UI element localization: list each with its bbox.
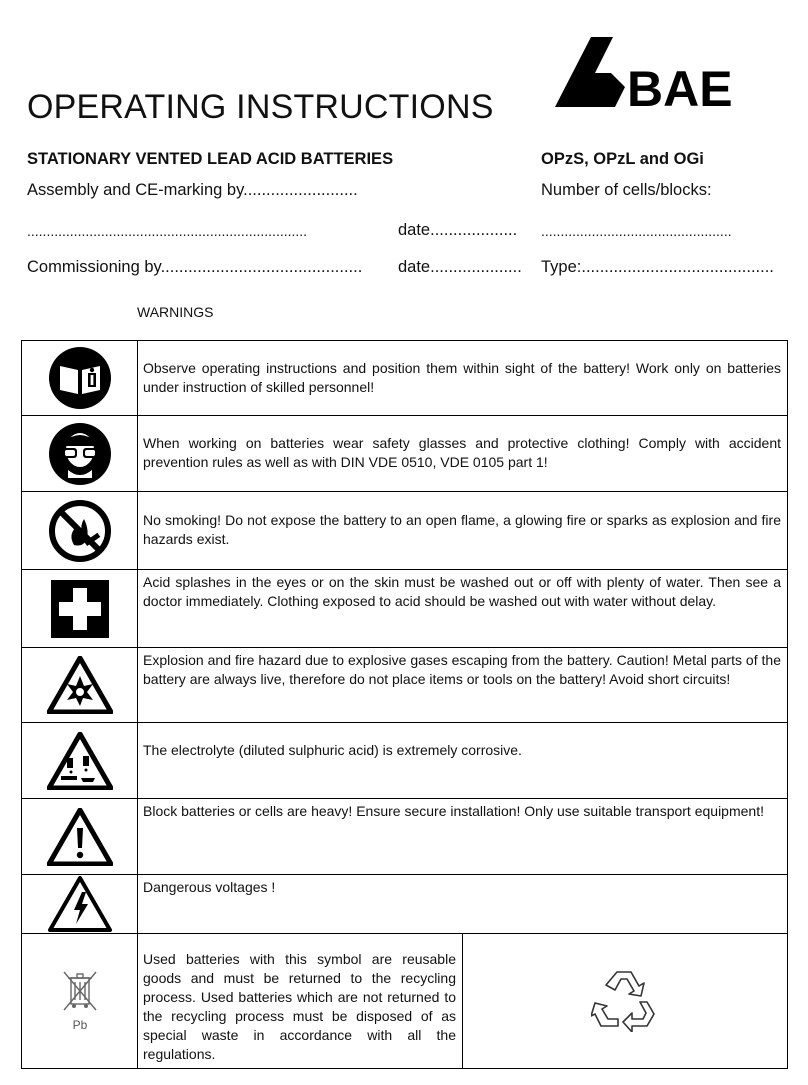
bae-logo bbox=[553, 35, 743, 111]
logo-text: BAE bbox=[627, 61, 733, 111]
first-aid-icon bbox=[22, 570, 138, 648]
read-instructions-icon bbox=[22, 341, 138, 416]
warning-row bbox=[22, 799, 788, 875]
warning-row bbox=[22, 648, 788, 723]
high-voltage-icon bbox=[22, 875, 138, 934]
warning-row bbox=[22, 416, 788, 492]
page-title: OPERATING INSTRUCTIONS bbox=[27, 88, 494, 126]
warning-row bbox=[22, 934, 788, 1069]
warning-text: Observe operating instructions and position them within sight of the battery! Work only on batteries under instruction of skilled personnel! bbox=[138, 341, 788, 416]
no-smoking-icon bbox=[22, 492, 138, 570]
warning-text: Explosion and fire hazard due to explosive gases escaping from the battery. Caution! Metal parts of the battery are always live, therefore do not place items or tools on the battery! Avoid short circuits! bbox=[138, 648, 788, 723]
pb-label: Pb bbox=[72, 1018, 87, 1032]
type-field: Type:.......................................... bbox=[541, 258, 774, 276]
warning-text: The electrolyte (diluted sulphuric acid) is extremely corrosive. bbox=[138, 723, 788, 799]
warning-row bbox=[22, 875, 788, 934]
document-subtitle: STATIONARY VENTED LEAD ACID BATTERIES bbox=[27, 150, 394, 168]
warning-text: No smoking! Do not expose the battery to an open flame, a glowing fire or sparks as explosion and fire hazards exist. bbox=[138, 492, 788, 570]
warning-row bbox=[22, 723, 788, 799]
date-field-2: date.................... bbox=[398, 258, 522, 276]
assembly-field: Assembly and CE-marking by......................... bbox=[27, 181, 358, 199]
warning-text: Block batteries or cells are heavy! Ensure secure installation! Only use suitable transport equipment! bbox=[138, 799, 788, 875]
warning-text: Acid splashes in the eyes or on the skin must be washed out or off with plenty of water. Then see a doctor immediately. Clothing exposed to acid should be washed out with water without delay. bbox=[138, 570, 788, 648]
warnings-table bbox=[21, 340, 788, 1069]
commissioning-field: Commissioning by............................................ bbox=[27, 258, 363, 276]
battery-models: OPzS, OPzL and OGi bbox=[541, 150, 704, 168]
explosion-warning-icon bbox=[22, 648, 138, 723]
warning-row bbox=[22, 341, 788, 416]
warning-text: Dangerous voltages ! bbox=[138, 875, 788, 934]
crossed-bin-icon bbox=[22, 934, 138, 1069]
assembly-dots-line: ........................................................................ bbox=[27, 223, 308, 239]
general-warning-icon bbox=[22, 799, 138, 875]
warning-row bbox=[22, 492, 788, 570]
cells-dots-line: ................................................. bbox=[541, 223, 732, 239]
corrosive-warning-icon bbox=[22, 723, 138, 799]
date-field-1: date................... bbox=[398, 221, 518, 239]
recycle-icon bbox=[463, 934, 788, 1069]
warning-text: When working on batteries wear safety glasses and protective clothing! Comply with accident prevention rules as well as with DIN VDE 0510, VDE 0105 part 1! bbox=[138, 416, 788, 492]
warning-row bbox=[22, 570, 788, 648]
safety-glasses-icon bbox=[22, 416, 138, 492]
warning-text: Used batteries with this symbol are reusable goods and must be returned to the recycling process. Used batteries which are not returned to the recycling process must be disposed of as special waste in accordance with all the regulations. bbox=[138, 934, 463, 1069]
cells-label: Number of cells/blocks: bbox=[541, 181, 712, 199]
warnings-heading: WARNINGS bbox=[137, 304, 214, 320]
